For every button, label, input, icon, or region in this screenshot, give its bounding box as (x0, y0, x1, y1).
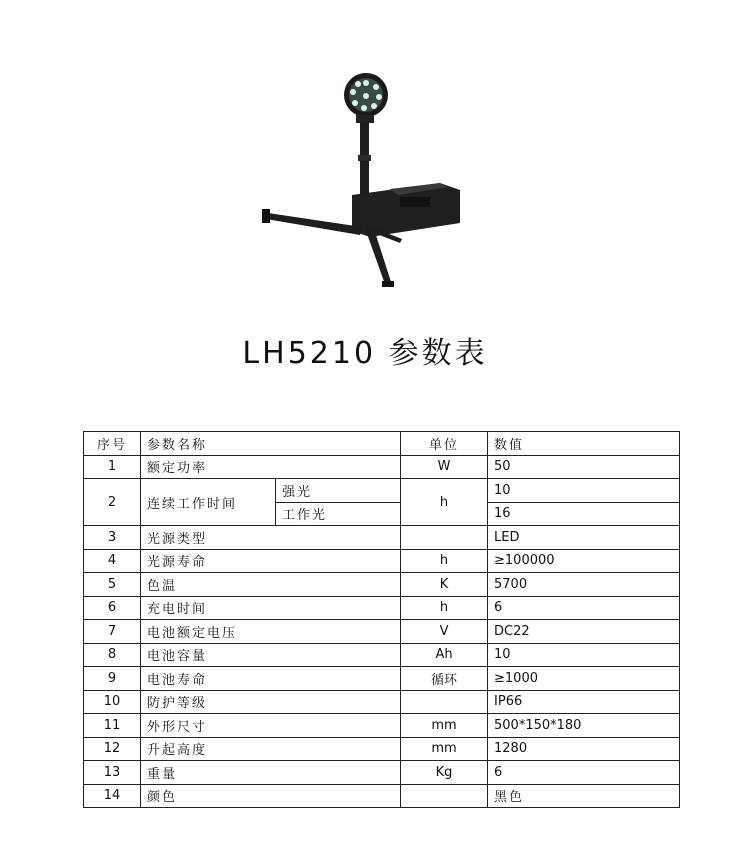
row-index: 1 (84, 455, 141, 479)
row-value: 50 (488, 455, 680, 479)
row-unit: h (401, 549, 488, 573)
table-row (84, 761, 680, 785)
row-unit: Kg (401, 761, 488, 785)
row-unit (401, 526, 488, 550)
row-value: 黑色 (488, 784, 680, 808)
row-name: 电池寿命 (141, 667, 401, 691)
table-row (84, 479, 680, 503)
table-header-row (84, 432, 680, 456)
table-row (84, 690, 680, 714)
table-row (84, 526, 680, 550)
row-subname: 强光 (276, 479, 401, 503)
row-name: 升起高度 (141, 737, 401, 761)
row-name: 色温 (141, 573, 401, 597)
row-index: 10 (84, 690, 141, 714)
row-value: 10 (488, 643, 680, 667)
row-index: 14 (84, 784, 141, 808)
row-value: LED (488, 526, 680, 550)
row-unit: mm (401, 714, 488, 738)
row-unit (401, 784, 488, 808)
table-row (84, 643, 680, 667)
row-unit: h (401, 479, 488, 526)
row-index: 11 (84, 714, 141, 738)
row-index: 7 (84, 620, 141, 644)
row-value: ≥100000 (488, 549, 680, 573)
row-name: 光源类型 (141, 526, 401, 550)
row-index: 5 (84, 573, 141, 597)
row-name: 电池容量 (141, 643, 401, 667)
row-value: DC22 (488, 620, 680, 644)
table-row (84, 620, 680, 644)
table-row (84, 573, 680, 597)
row-index: 8 (84, 643, 141, 667)
product-image (240, 55, 480, 295)
table-row (84, 596, 680, 620)
table-row (84, 455, 680, 479)
row-value: 500*150*180 (488, 714, 680, 738)
spec-table (83, 431, 680, 808)
row-unit: Ah (401, 643, 488, 667)
row-value: 1280 (488, 737, 680, 761)
row-name: 连续工作时间 (141, 479, 276, 526)
row-name: 充电时间 (141, 596, 401, 620)
row-value: 16 (488, 502, 680, 526)
row-index: 6 (84, 596, 141, 620)
row-name: 光源寿命 (141, 549, 401, 573)
header-unit: 单位 (401, 432, 488, 456)
header-value: 数值 (488, 432, 680, 456)
row-value: 5700 (488, 573, 680, 597)
header-name: 参数名称 (141, 432, 401, 456)
header-index: 序号 (84, 432, 141, 456)
table-row (84, 549, 680, 573)
row-unit: h (401, 596, 488, 620)
row-value: IP66 (488, 690, 680, 714)
row-name: 电池额定电压 (141, 620, 401, 644)
row-value: 6 (488, 761, 680, 785)
row-unit: V (401, 620, 488, 644)
row-unit: 循环 (401, 667, 488, 691)
row-index: 12 (84, 737, 141, 761)
row-index: 9 (84, 667, 141, 691)
table-row (84, 667, 680, 691)
row-name: 外形尺寸 (141, 714, 401, 738)
table-row (84, 714, 680, 738)
row-index: 4 (84, 549, 141, 573)
row-name: 防护等级 (141, 690, 401, 714)
row-index: 2 (84, 479, 141, 526)
row-subname: 工作光 (276, 502, 401, 526)
row-value: ≥1000 (488, 667, 680, 691)
row-value: 10 (488, 479, 680, 503)
row-unit (401, 690, 488, 714)
row-unit: W (401, 455, 488, 479)
row-value: 6 (488, 596, 680, 620)
row-name: 重量 (141, 761, 401, 785)
row-index: 13 (84, 761, 141, 785)
row-unit: mm (401, 737, 488, 761)
page-title: LH5210 参数表 (242, 336, 488, 371)
table-row (84, 784, 680, 808)
row-unit: K (401, 573, 488, 597)
table-row (84, 737, 680, 761)
row-index: 3 (84, 526, 141, 550)
row-name: 额定功率 (141, 455, 401, 479)
row-name: 颜色 (141, 784, 401, 808)
